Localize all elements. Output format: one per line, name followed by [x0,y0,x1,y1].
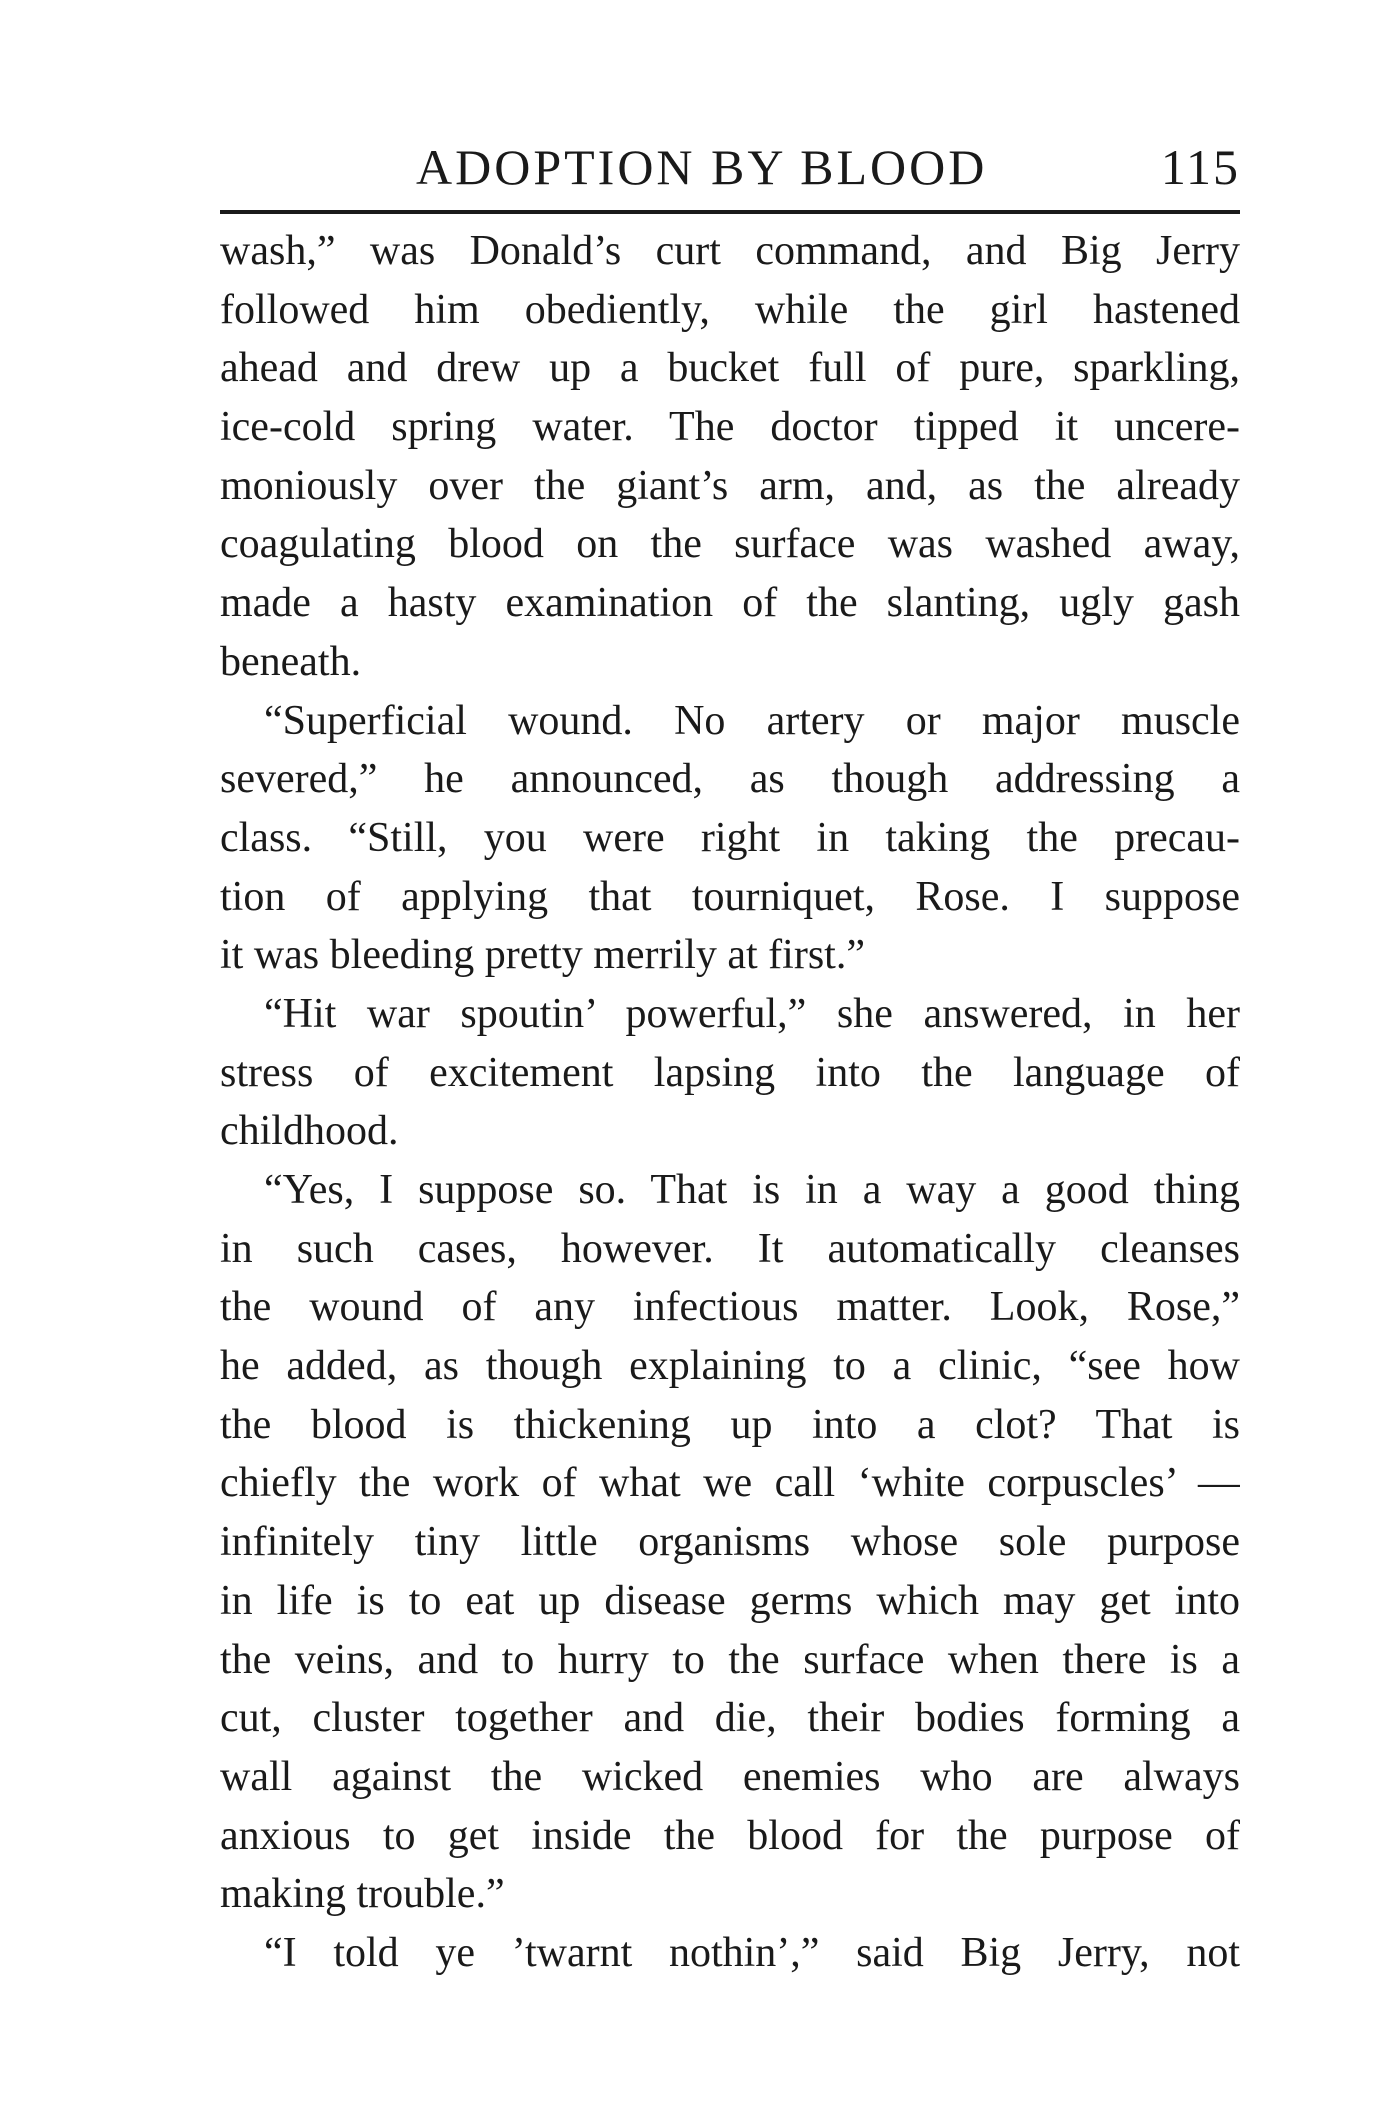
text-line: severed,” he announced, as though addressing a [220,756,1240,803]
text-line: ice-cold spring water. The doctor tipped it uncere- [220,404,1240,451]
text-line: anxious to get inside the blood for the purpose of [220,1812,1240,1859]
text-line: moniously over the giant’s arm, and, as the already [220,462,1240,509]
text-line: in life is to eat up disease germs which may get into [220,1577,1240,1624]
text-line: “Superficial wound. No artery or major muscle [264,697,1240,744]
text-line: beneath. [220,638,362,685]
text-line: “Yes, I suppose so. That is in a way a good thing [264,1167,1240,1213]
text-line: childhood. [220,1108,399,1155]
text-line: wall against the wicked enemies who are always [220,1753,1240,1800]
text-line: stress of excitement lapsing into the language of [220,1049,1240,1096]
text-line: coagulating blood on the surface was washed away, [220,521,1240,568]
text-line: he added, as though explaining to a clinic, “see how [220,1343,1240,1390]
text-line: the wound of any infectious matter. Look, Rose,” [220,1284,1240,1331]
text-line: “I told ye ’twarnt nothin’,” said Big Jerry, not [264,1929,1240,1976]
page-number: 115 [1160,139,1240,195]
text-line: infinitely tiny little organisms whose sole purpose [220,1519,1240,1566]
text-line: made a hasty examination of the slanting, ugly gash [220,580,1240,627]
text-line: tion of applying that tourniquet, Rose. I suppose [220,873,1240,920]
text-line: the blood is thickening up into a clot? That is [220,1401,1240,1448]
text-line: the veins, and to hurry to the surface when there is a [220,1636,1240,1683]
text-line: class. “Still, you were right in taking the precau- [220,814,1240,861]
running-head [220,120,1240,214]
text-line: in such cases, however. It automatically cleanses [220,1225,1240,1272]
book-page [220,120,1240,1983]
text-line: it was bleeding pretty merrily at first.” [220,932,865,979]
body-text [220,222,1240,1983]
text-line: making trouble.” [220,1871,505,1918]
text-line: “Hit war spoutin’ powerful,” she answered, in her [264,990,1240,1037]
text-line: followed him obediently, while the girl hastened [220,286,1240,333]
text-line: cut, cluster together and die, their bodies forming a [220,1695,1240,1742]
text-line: chiefly the work of what we call ‘white corpuscles’ — [220,1460,1240,1507]
text-line: ahead and drew up a bucket full of pure, sparkling, [220,345,1240,392]
text-line: wash,” was Donald’s curt command, and Big Jerry [220,228,1240,274]
running-title: ADOPTION BY BLOOD [416,139,988,195]
